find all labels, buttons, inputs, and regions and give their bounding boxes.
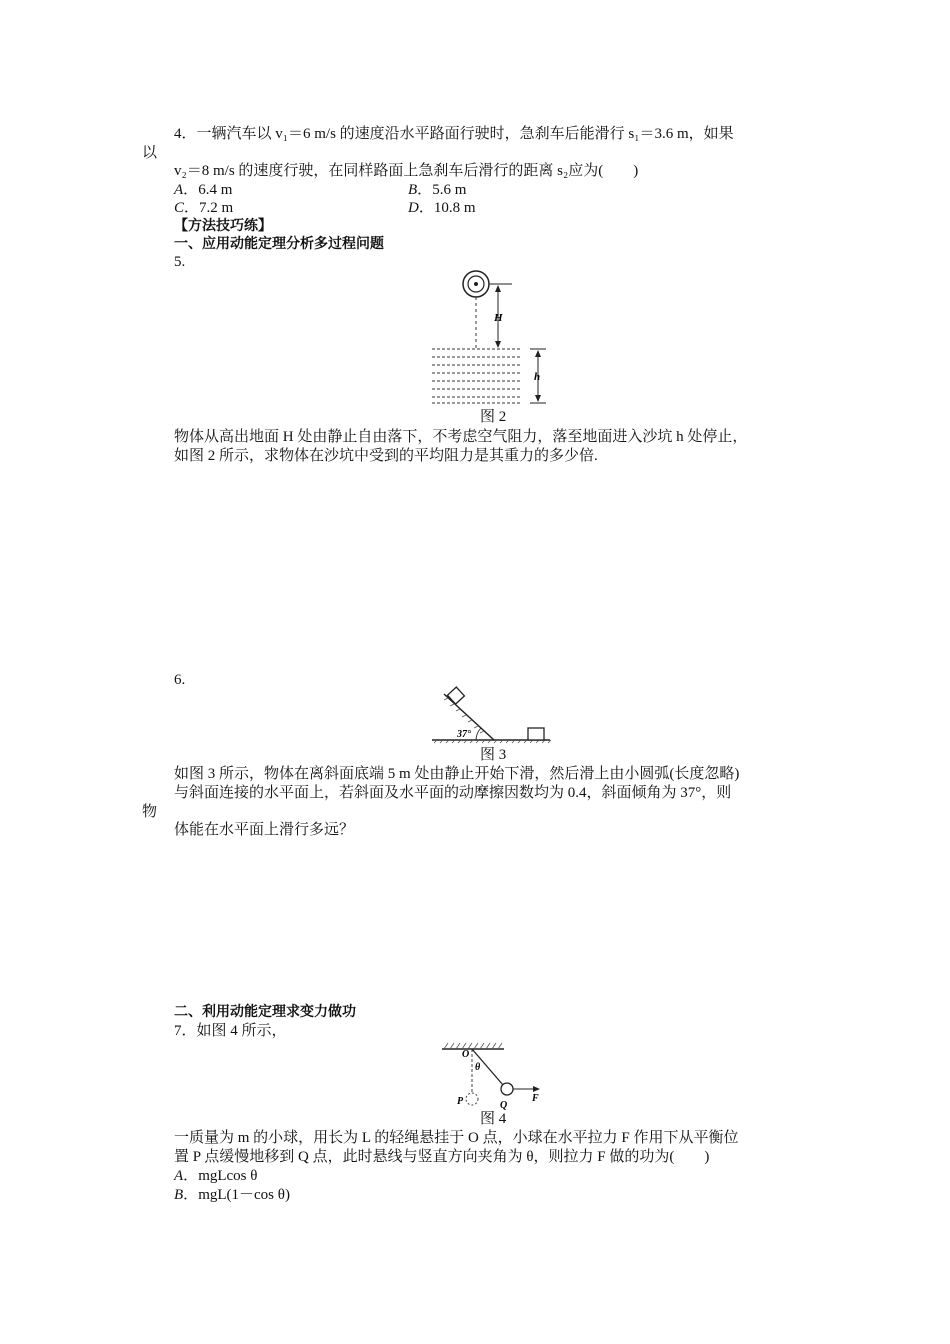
q7-option-a: A．mgLcos θ xyxy=(174,1168,258,1184)
label-P: P xyxy=(457,1096,464,1107)
q7-intro: 7．如图 4 所示， xyxy=(174,1023,287,1039)
q6-line2: 与斜面连接的水平面上，若斜面及水平面的动摩擦因数均为 0.4，斜面倾角为 37°，则 xyxy=(174,785,732,801)
label-theta: θ xyxy=(475,1062,481,1073)
angle-label: 37° xyxy=(457,729,471,740)
q6-hang-char: 物 xyxy=(142,804,158,820)
figure-2-diagram xyxy=(420,268,560,408)
q7-line1: 一质量为 m 的小球，用长为 L 的轻绳悬挂于 O 点，小球在水平拉力 F 作用下从平衡位 xyxy=(174,1130,739,1146)
label-O: O xyxy=(462,1049,470,1060)
q4-line1: 4．一辆汽车以 v₁＝6 m/s 的速度沿水平路面行驶时，急刹车后能滑行 s₁＝3.6 m，如果 xyxy=(174,126,734,142)
q6-number: 6. xyxy=(174,672,186,688)
section-heading: 【方法技巧练】 xyxy=(174,218,272,234)
label-h: h xyxy=(534,371,541,383)
q4-line2: v₂＝8 m/s 的速度行驶，在同样路面上急刹车后滑行的距离 s₂应为( ) xyxy=(174,163,639,179)
q6-line3: 体能在水平面上滑行多远？ xyxy=(174,822,355,838)
figure-3-diagram xyxy=(430,688,560,746)
label-F: F xyxy=(532,1093,539,1104)
q4-option-c: C．7.2 m xyxy=(174,200,234,216)
label-H: H xyxy=(494,312,503,324)
label-Q: Q xyxy=(500,1100,508,1111)
q5-number: 5. xyxy=(174,254,186,270)
subsection-2-heading: 二、利用动能定理求变力做功 xyxy=(174,1004,356,1020)
q4-hang-char: 以 xyxy=(142,145,158,161)
figure-4-caption: 图 4 xyxy=(480,1111,507,1127)
figure-4-diagram xyxy=(440,1040,550,1112)
q5-line2: 如图 2 所示，求物体在沙坑中受到的平均阻力是其重力的多少倍. xyxy=(174,448,598,464)
q4-option-d: D．10.8 m xyxy=(408,200,476,216)
q4-option-a: A．6.4 m xyxy=(174,182,233,198)
subsection-1-heading: 一、应用动能定理分析多过程问题 xyxy=(174,236,384,252)
q4-option-b: B．5.6 m xyxy=(408,182,467,198)
figure-3-caption: 图 3 xyxy=(480,747,507,763)
q5-line1: 物体从高出地面 H 处由静止自由落下，不考虑空气阻力，落至地面进入沙坑 h 处停止， xyxy=(174,429,748,445)
q6-line1: 如图 3 所示，物体在离斜面底端 5 m 处由静止开始下滑，然后滑上由小圆弧(长度忽略) xyxy=(174,766,740,782)
q7-line2: 置 P 点缓慢地移到 Q 点，此时悬线与竖直方向夹角为 θ，则拉力 F 做的功为( ) xyxy=(174,1149,710,1165)
figure-2-caption: 图 2 xyxy=(480,409,507,425)
q7-option-b: B．mgL(1－cos θ) xyxy=(174,1187,290,1203)
